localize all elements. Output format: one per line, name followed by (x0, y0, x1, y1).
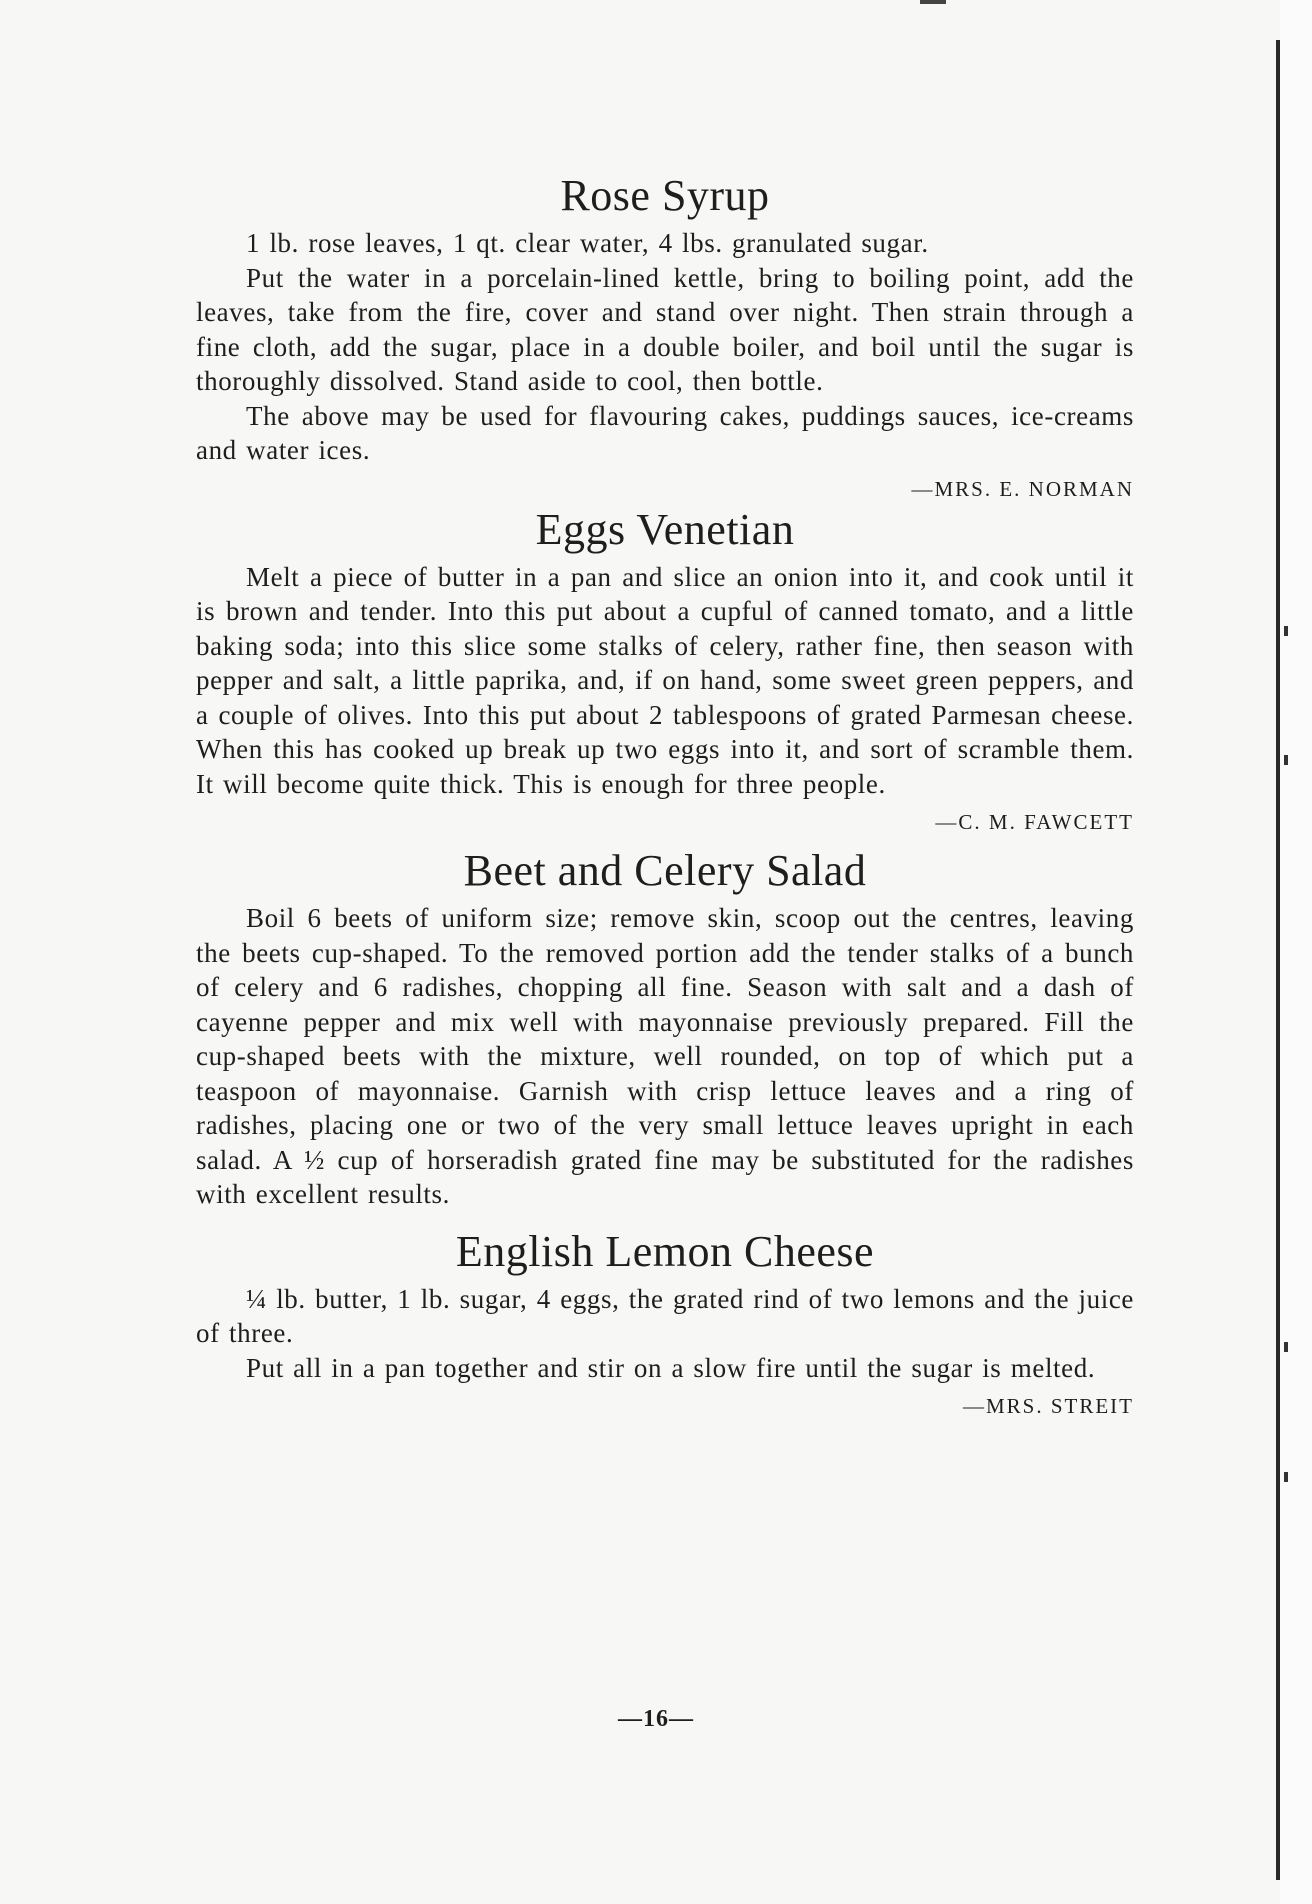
page-edge-margin (1280, 0, 1312, 1904)
scan-speck (920, 0, 946, 4)
scan-mark (1284, 1472, 1288, 1482)
recipe-author: —MRS. STREIT (962, 1394, 1134, 1418)
recipe-author: —MRS. E. NORMAN (911, 476, 1134, 501)
recipe-title: Rose Syrup (560, 171, 770, 220)
recipe-eggs-venetian (196, 504, 1134, 838)
scan-mark (1284, 626, 1288, 636)
recipe-rose-syrup (196, 170, 1134, 504)
recipe-title: Eggs Venetian (535, 504, 795, 554)
recipe-author: —C. M. FAWCETT (935, 810, 1134, 834)
recipe-title: English Lemon Cheese (455, 1226, 875, 1276)
method-paragraph: Boil 6 beets of uniform size; remove skin, scoop out the centres, leaving the beets cup-shaped. To the removed portion add the tender stalks of a bunch of celery and 6 radishes, chopping all fine. Season with salt and a dash of cayenne pepper and mix well with mayonnaise previously prepared. Fill the cup-shaped beets with the mixture, well rounded, on top of which put a teaspoon of mayonnaise. Garnish with crisp lettuce leaves and a ring of radishes, placing one or two of the very small lettuce leaves upright in each salad. A ½ cup of horseradish grated fine may be substituted for the radishes with excellent results. (196, 903, 1134, 1209)
recipe-english-lemon-cheese (196, 1226, 1134, 1422)
page-content (196, 170, 1134, 1421)
ingredients-paragraph: 1 lb. rose leaves, 1 qt. clear water, 4 lbs. granulated sugar. (246, 228, 929, 258)
ingredients-paragraph: ¼ lb. butter, 1 lb. sugar, 4 eggs, the grated rind of two lemons and the juice of three. (196, 1283, 1134, 1348)
method-paragraph: Put the water in a porcelain-lined kettle, bring to boiling point, add the leaves, take from the fire, cover and stand over night. Then strain through a fine cloth, add the sugar, place in a double boiler, and boil until the sugar is thoroughly dissolved. Stand aside to cool, then bottle. (196, 262, 1134, 396)
recipe-beet-celery-salad (196, 845, 1134, 1212)
page-number: —16— (618, 1706, 694, 1732)
method-paragraph: Melt a piece of butter in a pan and slice an onion into it, and cook until it is brown and tender. Into this put about a cupful of canned tomato, and a little baking soda; into this slice some stalks of celery, rather fine, then season with pepper and salt, a little paprika, and, if on hand, some sweet green peppers, and a couple of olives. Into this put about 2 tablespoons of grated Parmesan cheese. When this has cooked up break up two eggs into it, and sort of scramble them. It will become quite thick. This is enough for three people. (196, 561, 1134, 799)
recipe-title: Beet and Celery Salad (463, 846, 867, 895)
method-paragraph: Put all in a pan together and stir on a slow fire until the sugar is melted. (246, 1352, 1096, 1383)
scan-mark (1284, 755, 1288, 765)
scan-mark (1284, 1342, 1288, 1352)
note-paragraph: The above may be used for flavouring cakes, puddings sauces, ice-creams and water ices. (196, 400, 1134, 465)
